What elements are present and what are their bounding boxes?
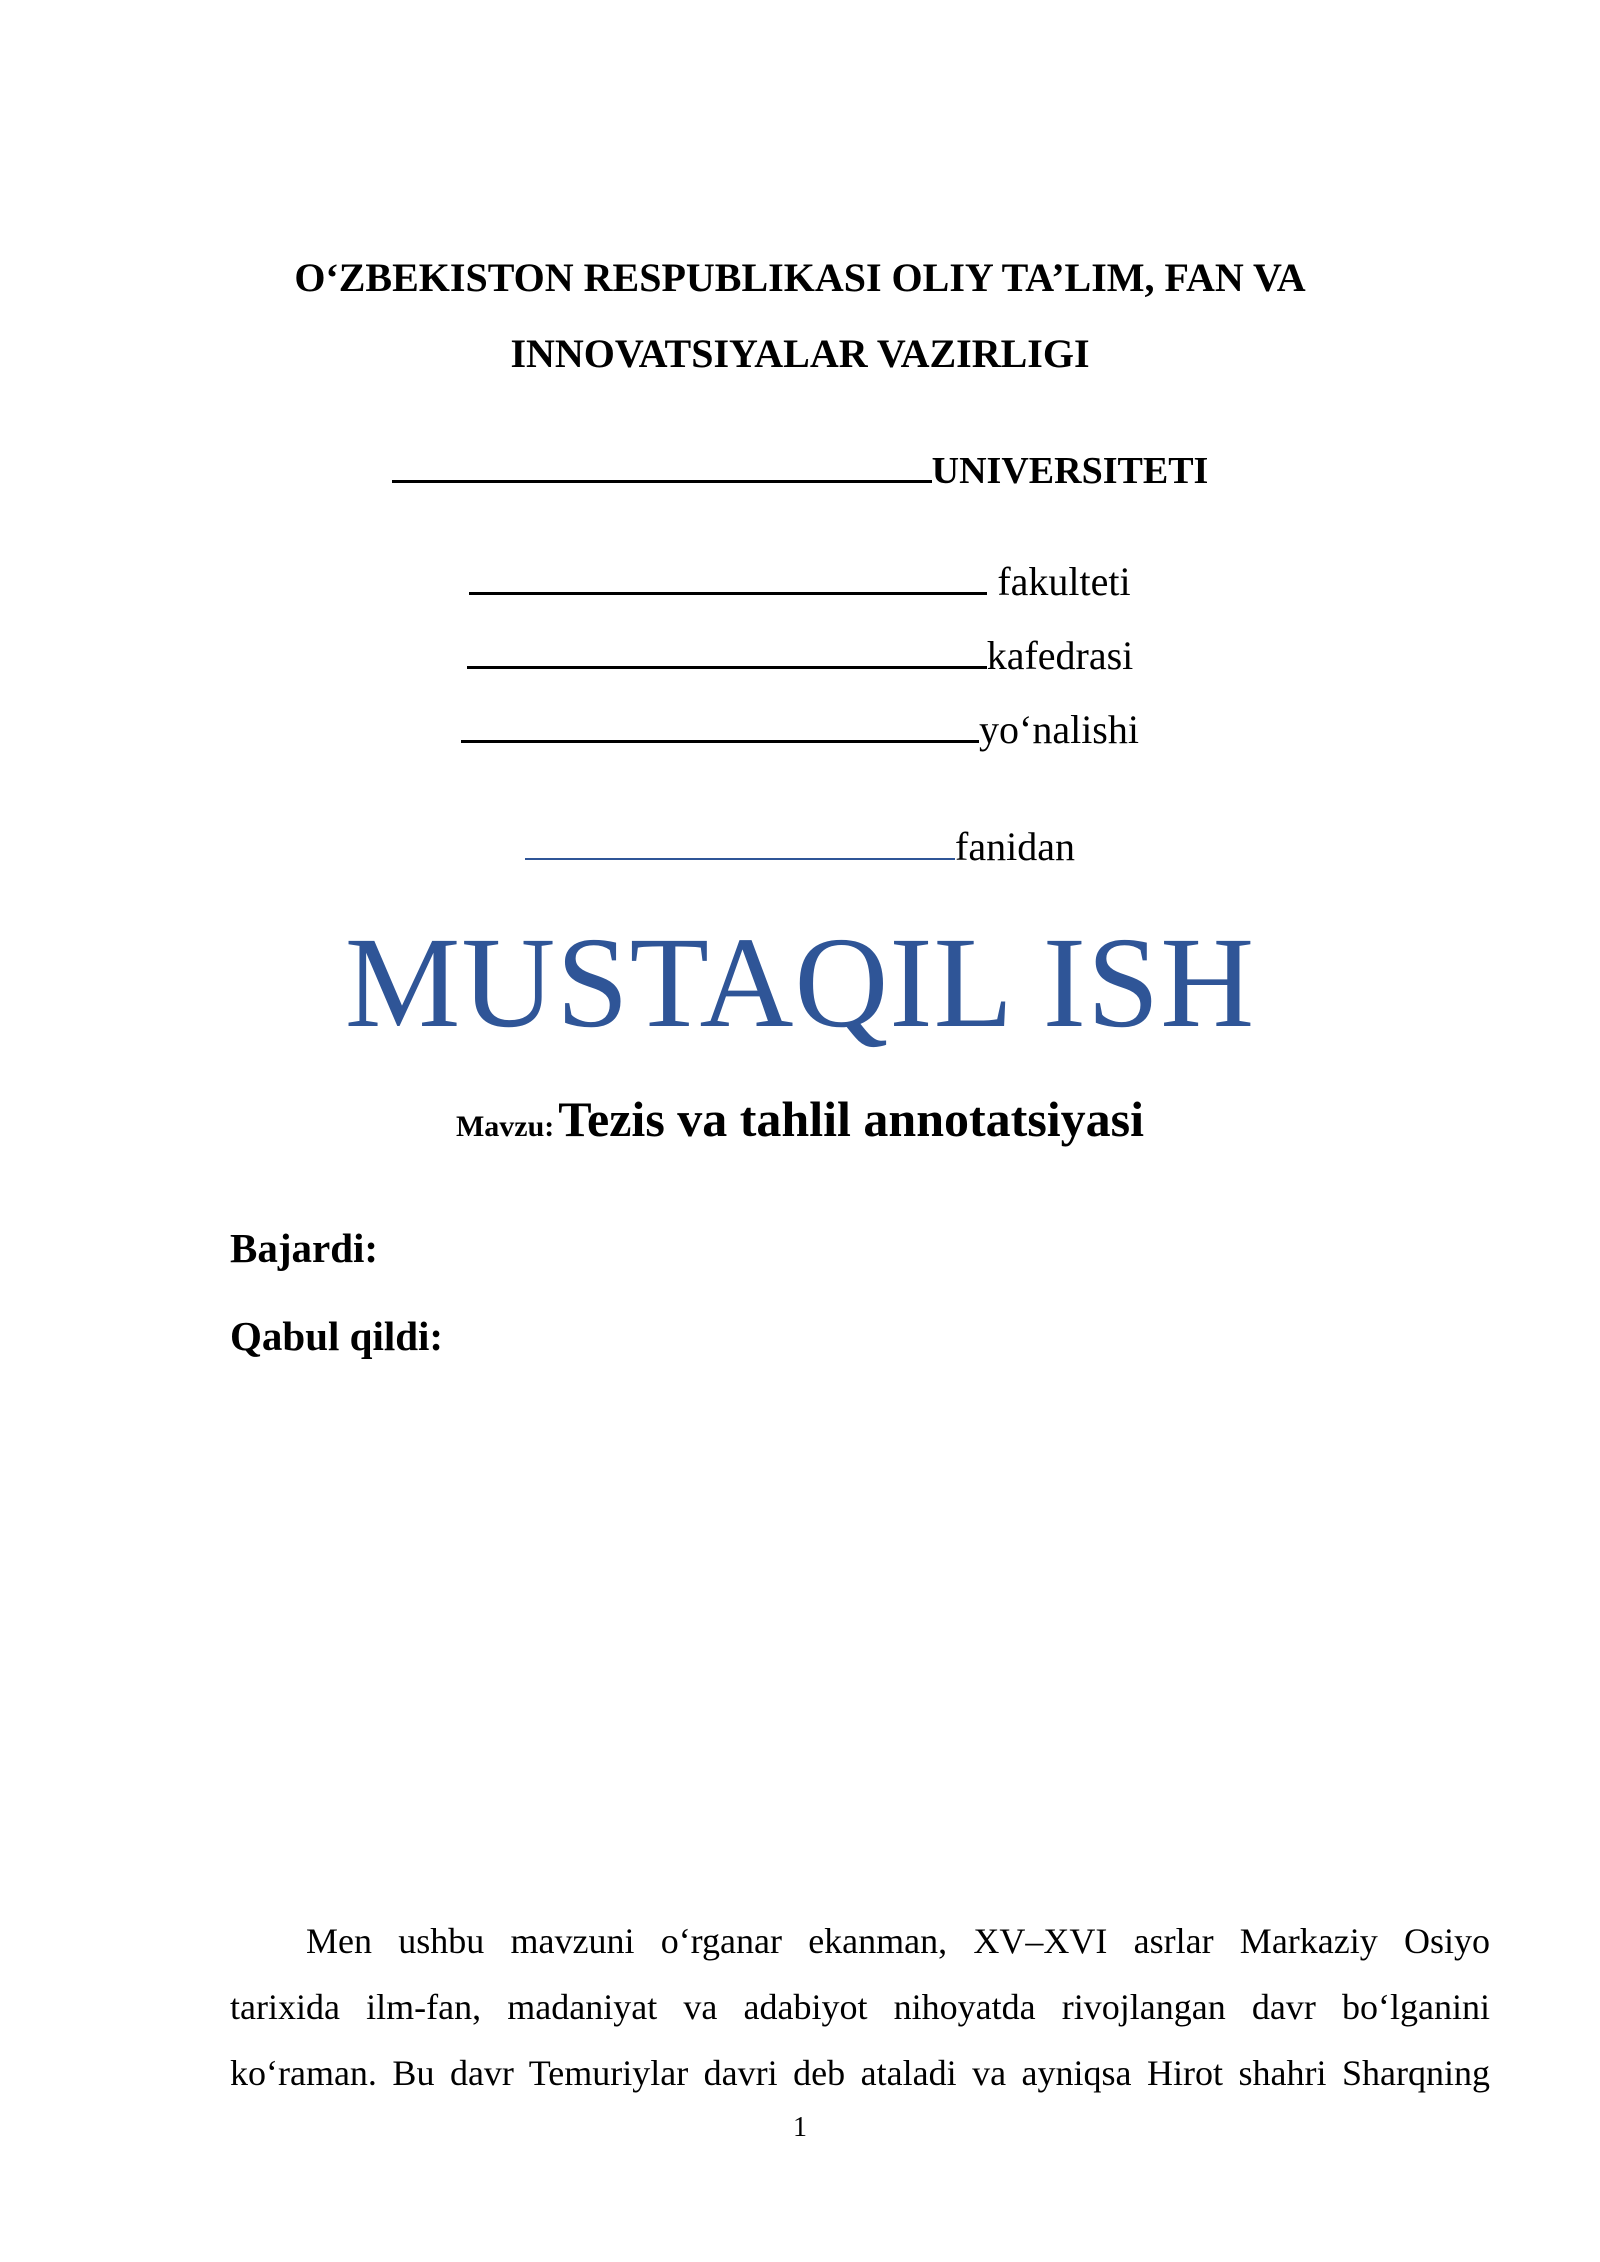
university-name-blank — [392, 444, 932, 483]
ministry-title-line-2: INNOVATSIYALAR VAZIRLIGI — [510, 331, 1090, 376]
faculty-label: fakulteti — [987, 559, 1131, 604]
topic-line — [0, 1090, 1600, 1148]
body-line-1: Men ushbu mavzuni o‘rganar ekanman, XV–XVI asrlar Markaziy Osiyo — [306, 1921, 1490, 1961]
university-line — [0, 444, 1600, 493]
topic-label: Mavzu: — [455, 1110, 555, 1143]
accepted-by-label: Qabul qildi: — [230, 1313, 444, 1359]
subject-label: fanidan — [955, 824, 1075, 869]
department-line — [0, 630, 1600, 679]
subject-line — [0, 822, 1600, 870]
university-label: UNIVERSITETI — [931, 450, 1209, 492]
body-line-2: tarixida ilm-fan, madaniyat va adabiyot nihoyatda rivojlangan davr bo‘lganini — [230, 1987, 1490, 2027]
direction-name-blank — [461, 704, 979, 743]
document-type-title: MUSTAQIL ISH — [344, 911, 1256, 1055]
topic-value: Tezis va tahlil annotatsiyasi — [558, 1091, 1145, 1147]
subject-name-blank — [525, 822, 955, 860]
department-label: kafedrasi — [986, 633, 1134, 678]
faculty-name-blank — [469, 556, 987, 595]
ministry-title-line-1: O‘ZBEKISTON RESPUBLIKASI OLIY TA’LIM, FAN VA — [294, 255, 1306, 300]
direction-label: yo‘nalishi — [979, 707, 1139, 752]
faculty-line — [0, 556, 1600, 605]
body-line-3: ko‘raman. Bu davr Temuriylar davri deb ataladi va ayniqsa Hirot shahri Sharqning — [230, 2053, 1490, 2093]
performed-by-label: Bajardi: — [230, 1225, 379, 1271]
page-number: 1 — [793, 2112, 807, 2143]
direction-line — [0, 704, 1600, 753]
department-name-blank — [467, 630, 987, 669]
